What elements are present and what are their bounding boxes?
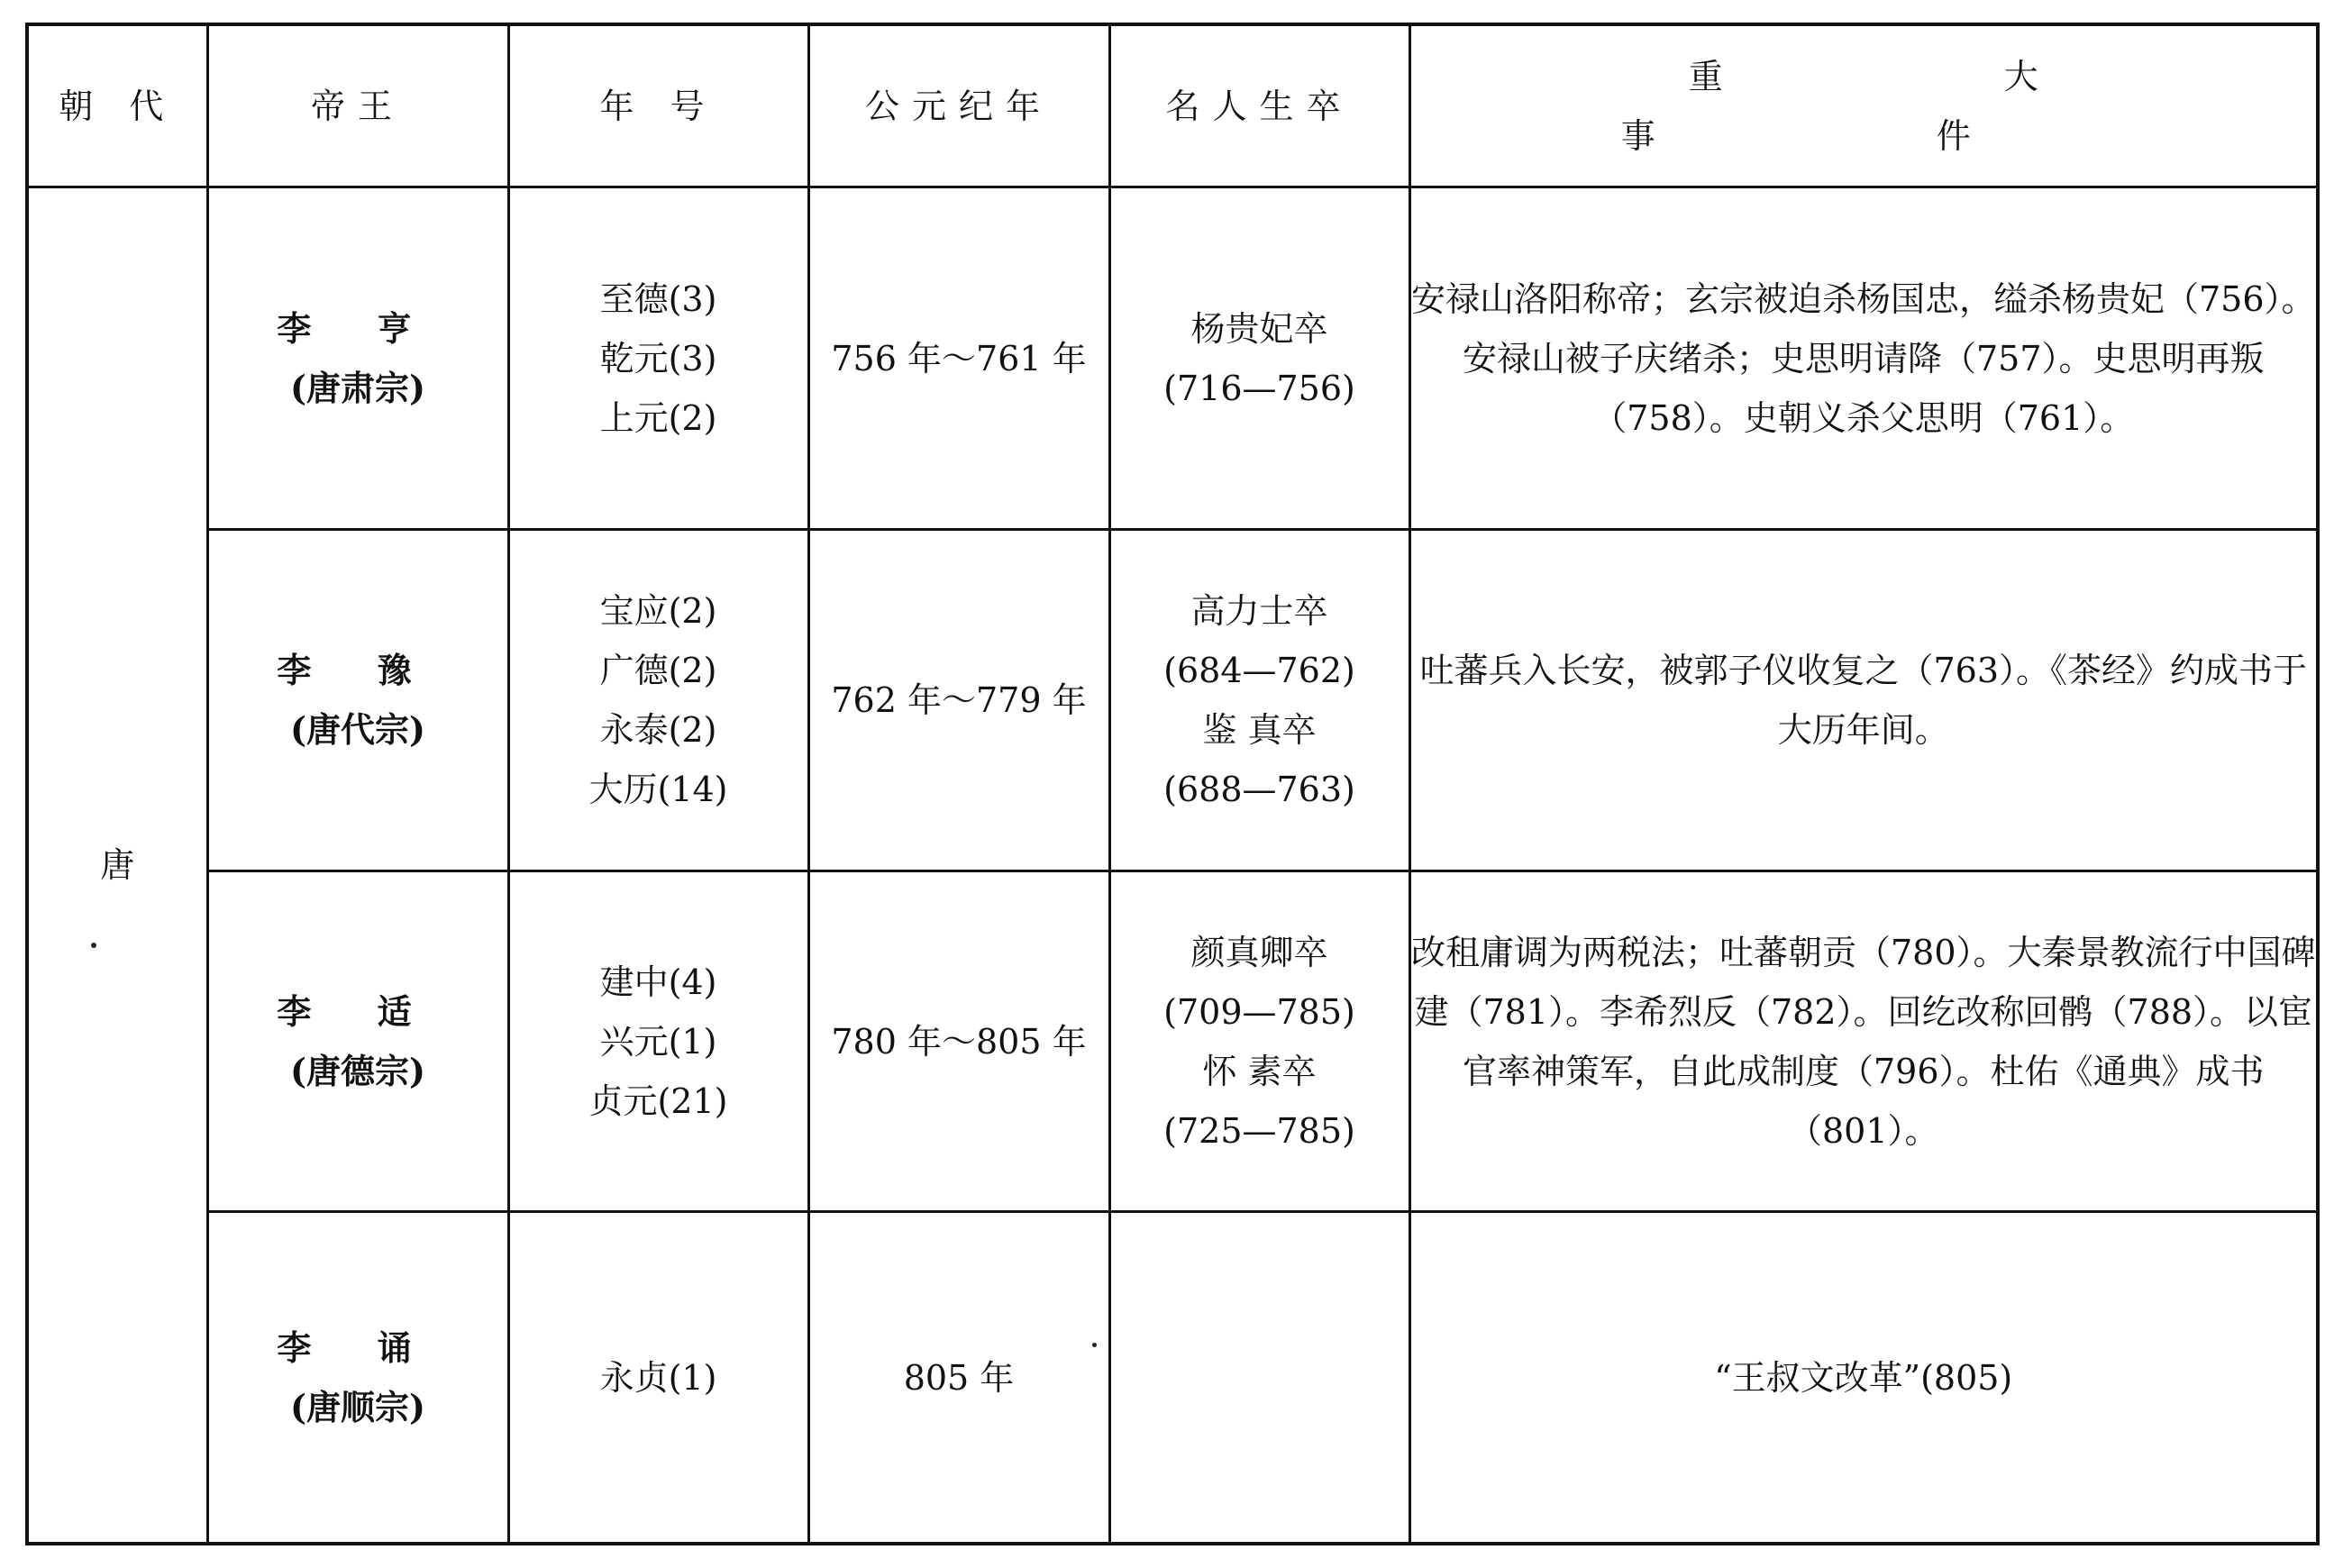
- events-cell: 安禄山洛阳称帝；玄宗被迫杀杨国忠，缢杀杨贵妃（756）。安禄山被子庆绪杀；史思明请降（757）。史思明再叛（758）。史朝义杀父思明（761）。: [1409, 187, 2316, 530]
- table-row: [29, 187, 2316, 530]
- figure-name: 颜真卿卒: [1190, 932, 1328, 972]
- emperor-title: (唐肃宗): [290, 367, 425, 408]
- header-row: [29, 26, 2316, 187]
- chronology-table: [29, 26, 2316, 1545]
- era-name: 大历(14): [588, 770, 728, 809]
- era-name: 乾元(3): [599, 338, 717, 378]
- header-emperor: 帝王: [207, 26, 508, 187]
- emperor-title: (唐德宗): [290, 1050, 425, 1091]
- era-cell: [508, 530, 808, 871]
- era-name: 上元(2): [599, 397, 717, 438]
- era-name: 建中(4): [599, 962, 717, 1002]
- era-name: 宝应(2): [599, 591, 717, 631]
- table-row: [29, 871, 2316, 1212]
- figures-cell: [1109, 530, 1409, 871]
- header-dynasty: 朝 代: [29, 26, 207, 187]
- emperor-name: 李 适: [277, 990, 439, 1032]
- figures-cell: [1109, 1212, 1409, 1544]
- emperor-name: 李 亨: [277, 307, 439, 349]
- ad-years-cell: 805 年: [808, 1212, 1109, 1544]
- ad-years-cell: 762 年～779 年: [808, 530, 1109, 871]
- table-row: [29, 1212, 2316, 1544]
- figure-years: (709—785): [1163, 991, 1355, 1032]
- figure-years: (725—785): [1163, 1110, 1355, 1151]
- events-cell: “王叔文改革”(805): [1409, 1212, 2316, 1544]
- emperor-title: (唐顺宗): [290, 1387, 425, 1428]
- era-name: 至德(3): [599, 278, 717, 319]
- header-ad-years: 公元纪年: [808, 26, 1109, 187]
- figure-years: (684—762): [1163, 651, 1355, 690]
- print-speck: [91, 943, 96, 948]
- figures-cell: [1109, 871, 1409, 1212]
- era-name: 广德(2): [599, 651, 717, 690]
- figure-name: 怀 素卒: [1202, 1051, 1317, 1091]
- era-name: 永泰(2): [599, 710, 717, 750]
- figures-cell: [1109, 187, 1409, 530]
- era-name: 兴元(1): [599, 1021, 717, 1062]
- era-cell: [508, 187, 808, 530]
- era-cell: [508, 1212, 808, 1544]
- era-cell: [508, 871, 808, 1212]
- ad-years-cell: 780 年～805 年: [808, 871, 1109, 1212]
- figure-name: 杨贵妃卒: [1190, 308, 1328, 349]
- figure-years: (688—763): [1163, 770, 1355, 809]
- header-era-name: 年 号: [508, 26, 808, 187]
- figure-name: 高力士卒: [1190, 591, 1328, 631]
- era-name: 贞元(21): [588, 1080, 728, 1121]
- header-figures: 名人生卒: [1109, 26, 1409, 187]
- table-row: [29, 530, 2316, 871]
- emperor-cell: [207, 187, 508, 530]
- header-events: 重 大 事 件: [1409, 26, 2316, 187]
- era-name: 永贞(1): [599, 1358, 717, 1399]
- events-cell: 改租庸调为两税法；吐蕃朝贡（780）。大秦景教流行中国碑建（781）。李希烈反（782）。回纥改称回鹘（788）。以宦官率神策军，自此成制度（796）。杜佑《通典》成书（801）。: [1409, 871, 2316, 1212]
- figure-years: (716—756): [1163, 368, 1355, 408]
- ad-years-cell: 756 年～761 年: [808, 187, 1109, 530]
- emperor-name: 李 诵: [277, 1327, 439, 1369]
- chronology-table-frame: [25, 23, 2320, 1545]
- print-speck: [1092, 1343, 1097, 1347]
- emperor-title: (唐代宗): [290, 709, 425, 750]
- emperor-name: 李 豫: [277, 650, 439, 690]
- events-cell: 吐蕃兵入长安，被郭子仪收复之（763）。《茶经》约成书于大历年间。: [1409, 530, 2316, 871]
- figure-name: 鉴 真卒: [1202, 710, 1317, 750]
- emperor-cell: [207, 530, 508, 871]
- emperor-cell: [207, 1212, 508, 1544]
- emperor-cell: [207, 871, 508, 1212]
- dynasty-cell: 唐: [29, 187, 207, 1544]
